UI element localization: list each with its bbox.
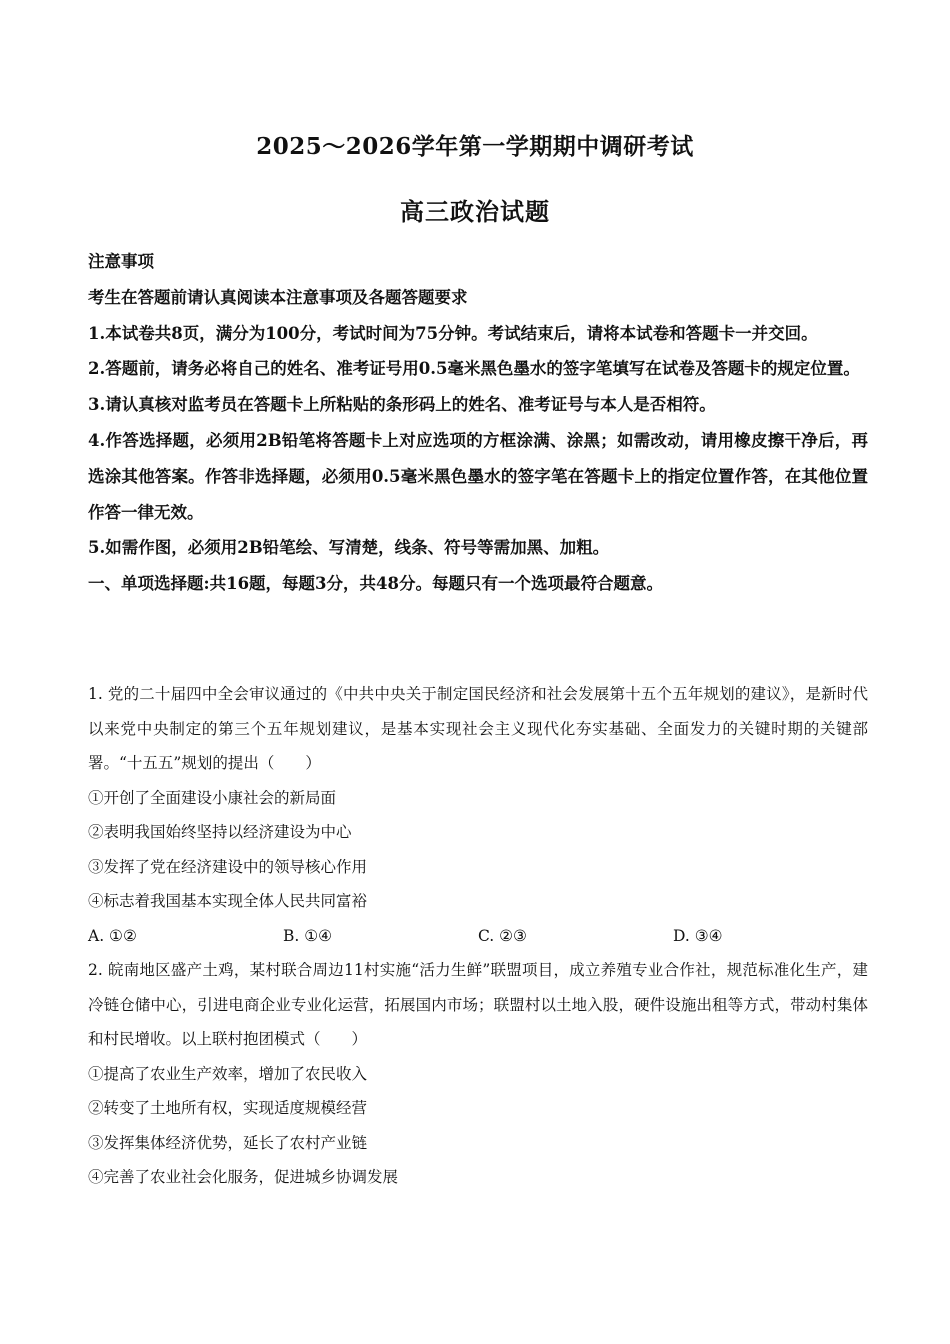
question-option: ③发挥集体经济优势，延长了农村产业链	[88, 1133, 368, 1152]
notes-intro: 考生在答题前请认真阅读本注意事项及各题答题要求	[88, 287, 468, 307]
choice-c: C. ②③	[478, 926, 527, 945]
notes-heading: 注意事项	[88, 252, 154, 271]
question-stem: 2. 皖南地区盛产土鸡，某村联合周边11村实施“活力生鲜”联盟项目，成立养殖专业合作社，规范标准化生产，建冷链仓储中心，引进电商企业专业化运营，拓展国内市场；联盟村以土地入股，硬件设施出租等方式，带动村集体和村民增收。以上联村抱团模式（ ）	[88, 961, 868, 1048]
choice-d: D. ③④	[673, 926, 723, 945]
notes-item: 5.如需作图，必须用2B铅笔绘、写清楚，线条、符号等需加黑、加粗。	[88, 538, 610, 558]
question-option: ②转变了土地所有权，实现适度规模经营	[88, 1099, 368, 1117]
question-2	[88, 953, 868, 1195]
question-option: ③发挥了党在经济建设中的领导核心作用	[88, 857, 368, 876]
notes-item: 4.作答选择题，必须用2B铅笔将答题卡上对应选项的方框涂满、涂黑；如需改动，请用橡皮擦干净后，再选涂其他答案。作答非选择题，必须用0.5毫米黑色墨水的签字笔在答题卡上的指定位置作答，在其他位置作答一律无效。	[88, 430, 868, 522]
questions-section	[88, 677, 868, 1195]
notes-item: 2.答题前，请务必将自己的姓名、准考证号用0.5毫米黑色墨水的签字笔填写在试卷及答题卡的规定位置。	[88, 359, 860, 379]
exam-title: 2025～2026学年第一学期期中调研考试	[256, 133, 694, 160]
choice-a: A. ①②	[88, 926, 137, 945]
question-1	[88, 677, 868, 953]
question-option: ④标志着我国基本实现全体人民共同富裕	[88, 892, 368, 910]
exam-subtitle: 高三政治试题	[400, 197, 550, 226]
notes-item: 1.本试卷共8页，满分为100分，考试时间为75分钟。考试结束后，请将本试卷和答题卡一并交回。	[88, 323, 818, 343]
notes-section	[88, 244, 868, 602]
section-heading: 一、单项选择题:共16题，每题3分，共48分。每题只有一个选项最符合题意。	[88, 574, 663, 594]
question-option: ④完善了农业社会化服务，促进城乡协调发展	[88, 1168, 399, 1186]
choice-b: B. ①④	[283, 926, 333, 945]
question-stem: 1. 党的二十届四中全会审议通过的《中共中央关于制定国民经济和社会发展第十五个五年规划的建议》，是新时代以来党中央制定的第三个五年规划建议，是基本实现社会主义现代化夯实基础、全面发力的关键时期的关键部署。“十五五”规划的提出（ ）	[88, 685, 868, 772]
notes-item: 3.请认真核对监考员在答题卡上所粘贴的条形码上的姓名、准考证号与本人是否相符。	[88, 395, 716, 415]
answer-choices	[88, 919, 868, 954]
question-option: ②表明我国始终坚持以经济建设为中心	[88, 823, 352, 841]
question-option: ①提高了农业生产效率，增加了农民收入	[88, 1064, 368, 1083]
question-option: ①开创了全面建设小康社会的新局面	[88, 788, 337, 807]
